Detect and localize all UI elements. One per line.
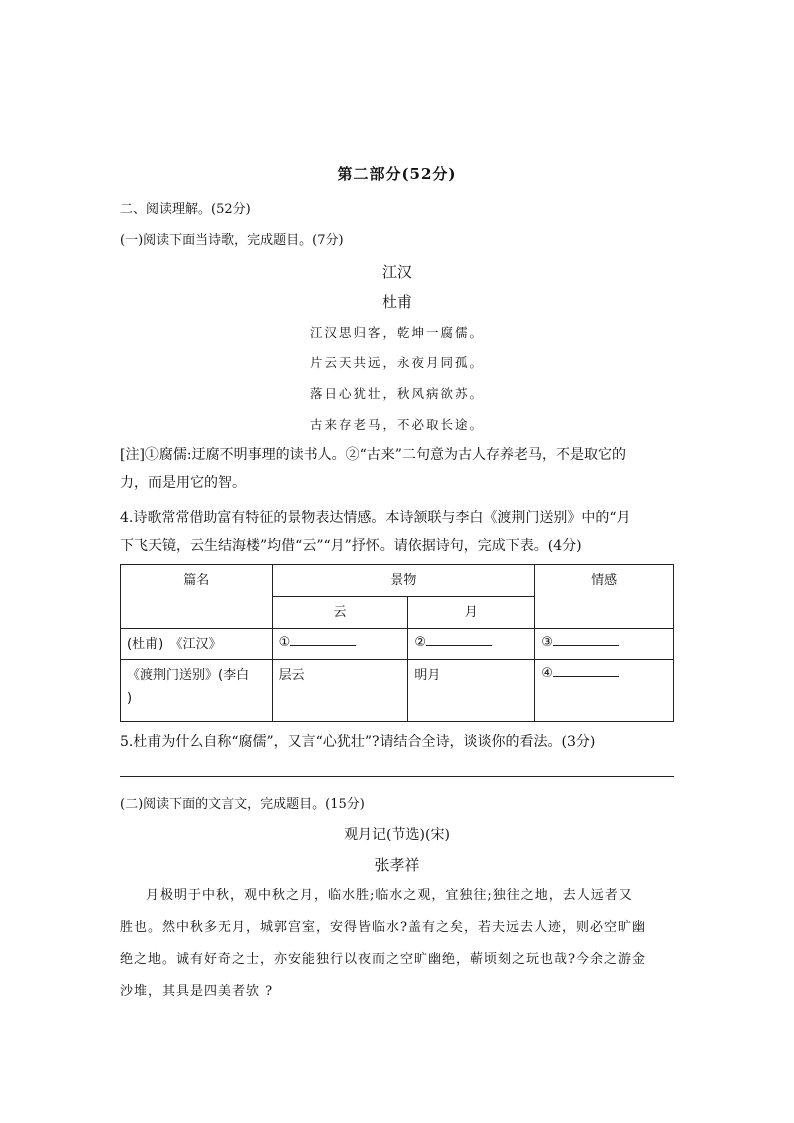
essay-line: 月极明于中秋，观中秋之月，临水胜;临水之观，宜独往;独往之地，去人远者又 — [146, 888, 633, 903]
table-cell-answer-2[interactable]: ② — [408, 629, 535, 660]
poem-author: 杜甫 — [381, 293, 412, 311]
poem-title: 江汉 — [381, 263, 412, 281]
table-cell-moon: 明月 — [408, 660, 535, 722]
poem-line: 江汉思归客，乾坤一腐儒。 — [309, 325, 484, 340]
table-subheader-cloud: 云 — [272, 597, 408, 629]
table-header-title: 篇名 — [121, 565, 273, 629]
question-4 — [120, 504, 680, 560]
table-cell-answer-4[interactable]: ④ — [535, 660, 674, 722]
poem-note-line: [注]①腐儒:迂腐不明事理的读书人。②“古来”二句意为古人存养老马，不是取它的 — [120, 447, 626, 463]
poem-note — [120, 441, 680, 497]
poem-note-line: 力，而是用它的智。 — [120, 475, 246, 491]
table-header-emotion: 情感 — [535, 565, 674, 629]
answer-line[interactable] — [120, 776, 674, 777]
question-group-1-heading: (一)阅读下面当诗歌，完成题目。(7分) — [120, 233, 344, 248]
answer-table — [120, 564, 674, 722]
section-heading: 二、阅读理解。(52分) — [120, 202, 251, 217]
essay-title: 观月记(节选)(宋) — [344, 827, 450, 843]
table-cell-cloud: 层云 — [272, 660, 408, 722]
table-subheader-moon: 月 — [408, 597, 535, 629]
part-title: 第二部分(52分) — [337, 165, 457, 183]
essay-body — [120, 880, 680, 1008]
poem-line: 落日心犹壮，秋风病欲苏。 — [309, 386, 484, 401]
question-4-line: 4.诗歌常常借助富有特征的景物表达情感。本诗颔联与李白《渡荆门送别》中的“月 — [120, 510, 631, 526]
table-cell-answer-3[interactable]: ③ — [535, 629, 674, 660]
poem-line: 片云天共远，永夜月同孤。 — [309, 355, 484, 370]
essay-line: 绝之地。诚有好奇之士，亦安能独行以夜而之空旷幽绝，蕲顷刻之玩也哉?今余之游金 — [120, 952, 646, 967]
essay-line: 胜也。然中秋多无月，城郭宫室，安得皆临水?盖有之矣，若夫远去人迹，则必空旷幽 — [120, 920, 646, 935]
question-4-line: 下飞天镜，云生结海楼”均借“云”“月”抒怀。请依据诗句，完成下表。(4分) — [120, 538, 582, 554]
essay-line: 沙堆，其具是四美者欤 ? — [120, 984, 274, 999]
poem-line: 古来存老马，不必取长途。 — [309, 417, 484, 432]
question-5: 5.杜甫为什么自称“腐儒”，又言“心犹壮”?请结合全诗，谈谈你的看法。(3分) — [120, 734, 596, 750]
table-cell-title: 《渡荆门送别》(李白 ) — [121, 660, 273, 722]
essay-author: 张孝祥 — [374, 856, 420, 874]
table-header-scenery: 景物 — [272, 565, 535, 597]
question-group-2-heading: (二)阅读下面的文言文，完成题目。(15分) — [120, 797, 365, 812]
table-cell-answer-1[interactable]: ① — [272, 629, 408, 660]
table-cell-title: (杜甫) 《江汉》 — [121, 629, 273, 660]
